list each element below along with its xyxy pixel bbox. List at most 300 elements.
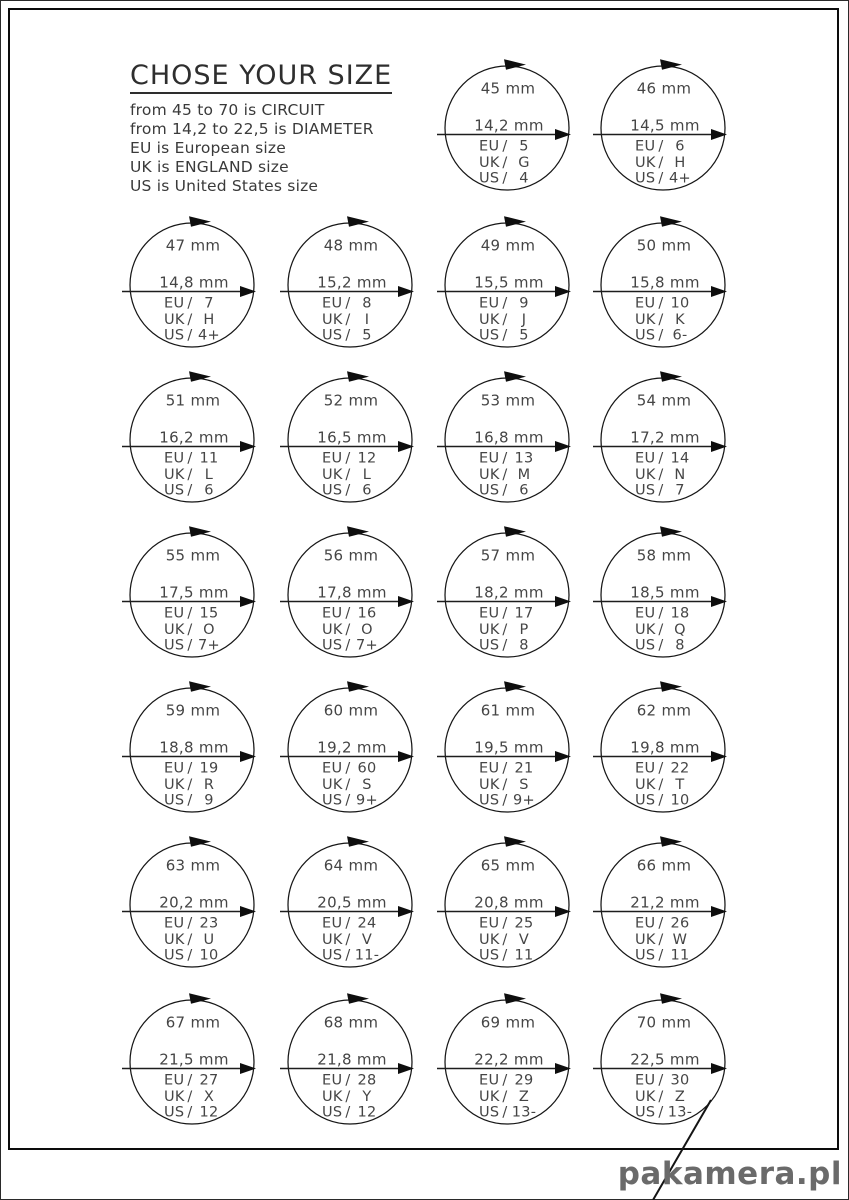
diameter-label: 14,8 mm <box>159 273 229 292</box>
circumference-label: 56 mm <box>323 546 379 565</box>
uk-label: UK <box>164 622 185 638</box>
eu-value: 10 <box>670 295 690 312</box>
ring-circle-graphic <box>437 990 577 1130</box>
eu-size-row <box>322 606 377 622</box>
circumference-label: 67 mm <box>165 1013 221 1032</box>
us-value: 5 <box>519 327 529 344</box>
us-value: 9+ <box>513 792 535 809</box>
circumference-label: 51 mm <box>165 391 221 410</box>
circumference-label: 50 mm <box>636 236 692 255</box>
us-slash: / <box>187 637 193 654</box>
us-size-row <box>479 638 529 654</box>
uk-label: UK <box>635 1089 656 1105</box>
diameter-label: 20,8 mm <box>474 893 544 912</box>
diameter-label: 18,5 mm <box>630 583 700 602</box>
circumference-label: 53 mm <box>480 391 536 410</box>
us-label: US <box>164 1104 185 1121</box>
us-size-row <box>479 483 529 499</box>
us-value: 6 <box>519 482 529 499</box>
us-size-row <box>164 1105 219 1121</box>
uk-value: Y <box>362 1089 372 1105</box>
uk-slash: / <box>658 155 664 171</box>
circumference-label: 60 mm <box>323 701 379 720</box>
eu-value: 18 <box>670 605 690 622</box>
uk-size-row <box>322 932 372 948</box>
uk-label: UK <box>635 622 656 638</box>
us-slash: / <box>187 792 193 809</box>
legend-line-uk: UK is ENGLAND size <box>130 158 289 176</box>
ring-circle-graphic <box>280 678 420 818</box>
circumference-label: 49 mm <box>480 236 536 255</box>
us-label: US <box>635 482 656 499</box>
eu-value: 24 <box>357 915 377 932</box>
eu-label: EU <box>164 915 185 932</box>
ring-size-circle <box>280 678 420 818</box>
eu-size-row <box>479 761 534 777</box>
uk-slash: / <box>187 1089 193 1105</box>
diameter-label: 16,2 mm <box>159 428 229 447</box>
us-label: US <box>164 792 185 809</box>
uk-value: H <box>203 312 215 328</box>
ring-size-circle <box>280 213 420 353</box>
uk-value: L <box>362 467 372 483</box>
eu-value: 26 <box>670 915 690 932</box>
eu-value: 8 <box>362 295 372 312</box>
diameter-label: 14,5 mm <box>630 116 700 135</box>
ring-circle-graphic <box>437 368 577 508</box>
eu-slash: / <box>345 605 351 622</box>
eu-value: 19 <box>199 760 219 777</box>
uk-value: N <box>674 467 686 483</box>
uk-label: UK <box>479 932 500 948</box>
ring-circle-graphic <box>437 56 577 196</box>
diameter-label: 19,2 mm <box>317 738 387 757</box>
eu-value: 23 <box>199 915 219 932</box>
us-label: US <box>322 327 343 344</box>
uk-slash: / <box>187 312 193 328</box>
ring-circle-graphic <box>122 678 262 818</box>
us-slash: / <box>502 170 508 187</box>
us-label: US <box>164 482 185 499</box>
uk-value: P <box>519 622 529 638</box>
ring-size-circle <box>122 368 262 508</box>
uk-slash: / <box>187 777 193 793</box>
us-value: 11 <box>670 947 690 964</box>
eu-value: 6 <box>675 138 685 155</box>
ring-circle-graphic <box>593 368 733 508</box>
us-size-row <box>635 171 691 187</box>
uk-value: M <box>517 467 531 483</box>
us-label: US <box>635 792 656 809</box>
us-slash: / <box>345 637 351 654</box>
us-value: 8 <box>675 637 685 654</box>
uk-label: UK <box>322 1089 343 1105</box>
uk-slash: / <box>502 622 508 638</box>
us-size-row <box>322 328 372 344</box>
us-size-row <box>164 328 220 344</box>
uk-size-row <box>164 932 214 948</box>
eu-label: EU <box>164 1072 185 1089</box>
us-size-row <box>164 638 220 654</box>
uk-value: T <box>675 777 685 793</box>
ring-size-circle <box>593 833 733 973</box>
uk-size-row <box>479 622 529 638</box>
eu-slash: / <box>658 450 664 467</box>
us-size-row <box>479 1105 536 1121</box>
us-size-row <box>479 948 534 964</box>
ring-circle-graphic <box>122 523 262 663</box>
eu-slash: / <box>502 915 508 932</box>
us-value: 5 <box>362 327 372 344</box>
eu-size-row <box>635 916 690 932</box>
us-label: US <box>479 792 500 809</box>
eu-label: EU <box>479 295 500 312</box>
ring-size-circle <box>122 990 262 1130</box>
circumference-label: 52 mm <box>323 391 379 410</box>
ring-size-circle <box>593 213 733 353</box>
eu-slash: / <box>345 295 351 312</box>
eu-size-row <box>164 451 219 467</box>
us-size-row <box>164 793 214 809</box>
ring-circle-graphic <box>593 213 733 353</box>
us-slash: / <box>345 947 351 964</box>
diameter-label: 18,2 mm <box>474 583 544 602</box>
us-slash: / <box>502 327 508 344</box>
us-slash: / <box>658 327 664 344</box>
diameter-label: 22,5 mm <box>630 1050 700 1069</box>
circumference-label: 64 mm <box>323 856 379 875</box>
us-label: US <box>322 1104 343 1121</box>
uk-slash: / <box>502 932 508 948</box>
eu-label: EU <box>635 605 656 622</box>
ring-size-circle <box>437 368 577 508</box>
diameter-label: 17,5 mm <box>159 583 229 602</box>
uk-size-row <box>479 312 526 328</box>
us-label: US <box>479 482 500 499</box>
uk-slash: / <box>658 467 664 483</box>
us-label: US <box>322 947 343 964</box>
us-size-row <box>322 948 379 964</box>
eu-label: EU <box>164 760 185 777</box>
uk-size-row <box>479 1089 529 1105</box>
us-label: US <box>479 170 500 187</box>
diameter-label: 18,8 mm <box>159 738 229 757</box>
uk-value: Q <box>674 622 686 638</box>
legend-line-eu: EU is European size <box>130 139 286 157</box>
eu-slash: / <box>658 138 664 155</box>
ring-size-circle <box>122 833 262 973</box>
uk-slash: / <box>658 932 664 948</box>
uk-slash: / <box>502 1089 508 1105</box>
eu-slash: / <box>502 1072 508 1089</box>
us-size-row <box>322 483 372 499</box>
eu-value: 29 <box>514 1072 534 1089</box>
uk-value: W <box>672 932 688 948</box>
eu-label: EU <box>164 295 185 312</box>
diameter-label: 21,2 mm <box>630 893 700 912</box>
uk-value: I <box>364 312 370 328</box>
eu-value: 12 <box>357 450 377 467</box>
eu-label: EU <box>635 295 656 312</box>
ring-size-circle <box>122 523 262 663</box>
us-slash: / <box>345 792 351 809</box>
ring-circle-graphic <box>122 990 262 1130</box>
eu-slash: / <box>345 1072 351 1089</box>
ring-circle-graphic <box>437 833 577 973</box>
circumference-label: 69 mm <box>480 1013 536 1032</box>
us-value: 10 <box>670 792 690 809</box>
uk-size-row <box>635 932 687 948</box>
eu-slash: / <box>502 295 508 312</box>
us-slash: / <box>187 947 193 964</box>
uk-size-row <box>164 777 214 793</box>
uk-size-row <box>322 312 369 328</box>
uk-label: UK <box>322 622 343 638</box>
eu-label: EU <box>164 605 185 622</box>
us-slash: / <box>658 170 664 187</box>
uk-label: UK <box>635 312 656 328</box>
uk-label: UK <box>479 467 500 483</box>
eu-slash: / <box>187 450 193 467</box>
circumference-label: 54 mm <box>636 391 692 410</box>
ring-circle-graphic <box>593 833 733 973</box>
uk-label: UK <box>164 1089 185 1105</box>
us-value: 12 <box>199 1104 219 1121</box>
uk-label: UK <box>164 777 185 793</box>
ring-circle-graphic <box>593 56 733 196</box>
uk-slash: / <box>502 155 508 171</box>
eu-value: 13 <box>514 450 534 467</box>
eu-slash: / <box>187 760 193 777</box>
us-slash: / <box>658 947 664 964</box>
circumference-label: 45 mm <box>480 79 536 98</box>
eu-label: EU <box>322 915 343 932</box>
eu-slash: / <box>345 760 351 777</box>
uk-value: L <box>204 467 214 483</box>
ring-size-circle <box>437 990 577 1130</box>
uk-value: J <box>521 312 527 328</box>
uk-size-row <box>479 467 530 483</box>
uk-label: UK <box>322 777 343 793</box>
uk-value: S <box>362 777 372 793</box>
eu-value: 9 <box>519 295 529 312</box>
eu-label: EU <box>164 450 185 467</box>
eu-size-row <box>322 451 377 467</box>
us-slash: / <box>345 1104 351 1121</box>
ring-size-circle <box>280 368 420 508</box>
ring-size-circle <box>280 833 420 973</box>
uk-value: V <box>518 932 530 948</box>
diameter-label: 21,5 mm <box>159 1050 229 1069</box>
diameter-label: 16,5 mm <box>317 428 387 447</box>
diameter-label: 16,8 mm <box>474 428 544 447</box>
uk-label: UK <box>479 1089 500 1105</box>
ring-size-circle <box>437 833 577 973</box>
uk-slash: / <box>502 312 508 328</box>
uk-value: G <box>518 155 530 171</box>
us-slash: / <box>187 327 193 344</box>
eu-value: 7 <box>204 295 214 312</box>
uk-label: UK <box>635 467 656 483</box>
circumference-label: 48 mm <box>323 236 379 255</box>
us-size-row <box>322 1105 377 1121</box>
uk-size-row <box>635 777 685 793</box>
eu-slash: / <box>187 915 193 932</box>
ring-circle-graphic <box>437 678 577 818</box>
us-label: US <box>479 1104 500 1121</box>
eu-size-row <box>635 296 690 312</box>
eu-label: EU <box>322 450 343 467</box>
uk-size-row <box>164 312 215 328</box>
legend-line-diameter: from 14,2 to 22,5 is DIAMETER <box>130 120 374 138</box>
ring-circle-graphic <box>280 368 420 508</box>
us-size-row <box>479 171 529 187</box>
eu-size-row <box>164 1073 219 1089</box>
uk-label: UK <box>164 467 185 483</box>
ring-circle-graphic <box>280 990 420 1130</box>
uk-size-row <box>479 932 529 948</box>
eu-size-row <box>322 761 377 777</box>
uk-label: UK <box>479 155 500 171</box>
eu-label: EU <box>479 1072 500 1089</box>
eu-slash: / <box>345 450 351 467</box>
eu-slash: / <box>502 760 508 777</box>
uk-value: R <box>203 777 215 793</box>
ring-size-circle <box>280 990 420 1130</box>
diameter-label: 15,8 mm <box>630 273 700 292</box>
ring-circle-graphic <box>280 213 420 353</box>
us-label: US <box>322 482 343 499</box>
uk-slash: / <box>187 932 193 948</box>
ring-circle-graphic <box>122 833 262 973</box>
ring-circle-graphic <box>593 678 733 818</box>
us-slash: / <box>187 482 193 499</box>
eu-size-row <box>479 139 529 155</box>
us-label: US <box>635 1104 656 1121</box>
eu-value: 22 <box>670 760 690 777</box>
circumference-label: 59 mm <box>165 701 221 720</box>
uk-size-row <box>322 777 372 793</box>
ring-size-circle <box>593 523 733 663</box>
uk-slash: / <box>658 1089 664 1105</box>
circumference-label: 66 mm <box>636 856 692 875</box>
eu-value: 27 <box>199 1072 219 1089</box>
circumference-label: 63 mm <box>165 856 221 875</box>
eu-label: EU <box>479 915 500 932</box>
eu-size-row <box>479 916 534 932</box>
eu-label: EU <box>479 138 500 155</box>
us-value: 7+ <box>198 637 220 654</box>
eu-value: 5 <box>519 138 529 155</box>
eu-slash: / <box>658 1072 664 1089</box>
uk-slash: / <box>345 1089 351 1105</box>
eu-label: EU <box>479 760 500 777</box>
uk-label: UK <box>635 777 656 793</box>
us-value: 8 <box>519 637 529 654</box>
us-slash: / <box>502 637 508 654</box>
us-slash: / <box>502 947 508 964</box>
uk-value: O <box>203 622 215 638</box>
us-slash: / <box>502 482 508 499</box>
uk-label: UK <box>635 932 656 948</box>
eu-size-row <box>635 1073 690 1089</box>
us-label: US <box>635 947 656 964</box>
eu-size-row <box>479 1073 534 1089</box>
diameter-label: 19,8 mm <box>630 738 700 757</box>
eu-size-row <box>164 916 219 932</box>
uk-size-row <box>164 467 213 483</box>
eu-label: EU <box>322 605 343 622</box>
us-slash: / <box>345 327 351 344</box>
eu-size-row <box>635 139 685 155</box>
ring-size-circle <box>122 678 262 818</box>
uk-label: UK <box>322 467 343 483</box>
eu-label: EU <box>322 1072 343 1089</box>
us-value: 13- <box>667 1104 693 1121</box>
eu-label: EU <box>635 450 656 467</box>
legend-line-us: US is United States size <box>130 177 319 195</box>
uk-size-row <box>322 622 373 638</box>
ring-size-circle <box>437 213 577 353</box>
diameter-label: 15,5 mm <box>474 273 544 292</box>
diameter-label: 20,2 mm <box>159 893 229 912</box>
us-value: 11 <box>514 947 534 964</box>
ring-circle-graphic <box>280 523 420 663</box>
uk-slash: / <box>187 622 193 638</box>
eu-size-row <box>164 296 214 312</box>
eu-size-row <box>479 296 529 312</box>
eu-value: 16 <box>357 605 377 622</box>
eu-value: 15 <box>199 605 219 622</box>
us-size-row <box>635 948 690 964</box>
eu-slash: / <box>658 295 664 312</box>
ring-circle-graphic <box>122 368 262 508</box>
ring-size-circle <box>280 523 420 663</box>
eu-size-row <box>164 761 219 777</box>
eu-slash: / <box>658 915 664 932</box>
us-value: 13- <box>511 1104 537 1121</box>
diameter-label: 15,2 mm <box>317 273 387 292</box>
circumference-label: 46 mm <box>636 79 692 98</box>
us-slash: / <box>658 637 664 654</box>
uk-value: Z <box>674 1089 686 1105</box>
eu-size-row <box>322 296 372 312</box>
us-size-row <box>635 793 690 809</box>
uk-size-row <box>635 622 686 638</box>
uk-slash: / <box>187 467 193 483</box>
ring-size-circle <box>593 368 733 508</box>
eu-value: 14 <box>670 450 690 467</box>
eu-size-row <box>322 916 377 932</box>
uk-slash: / <box>345 932 351 948</box>
us-label: US <box>164 947 185 964</box>
us-slash: / <box>658 482 664 499</box>
us-value: 9+ <box>356 792 378 809</box>
eu-label: EU <box>322 295 343 312</box>
us-label: US <box>635 170 656 187</box>
us-label: US <box>322 637 343 654</box>
us-slash: / <box>502 1104 508 1121</box>
eu-slash: / <box>658 760 664 777</box>
us-size-row <box>164 948 219 964</box>
uk-slash: / <box>345 622 351 638</box>
uk-slash: / <box>345 312 351 328</box>
eu-label: EU <box>322 760 343 777</box>
uk-label: UK <box>479 622 500 638</box>
us-value: 4+ <box>198 327 220 344</box>
eu-value: 25 <box>514 915 534 932</box>
eu-label: EU <box>635 1072 656 1089</box>
